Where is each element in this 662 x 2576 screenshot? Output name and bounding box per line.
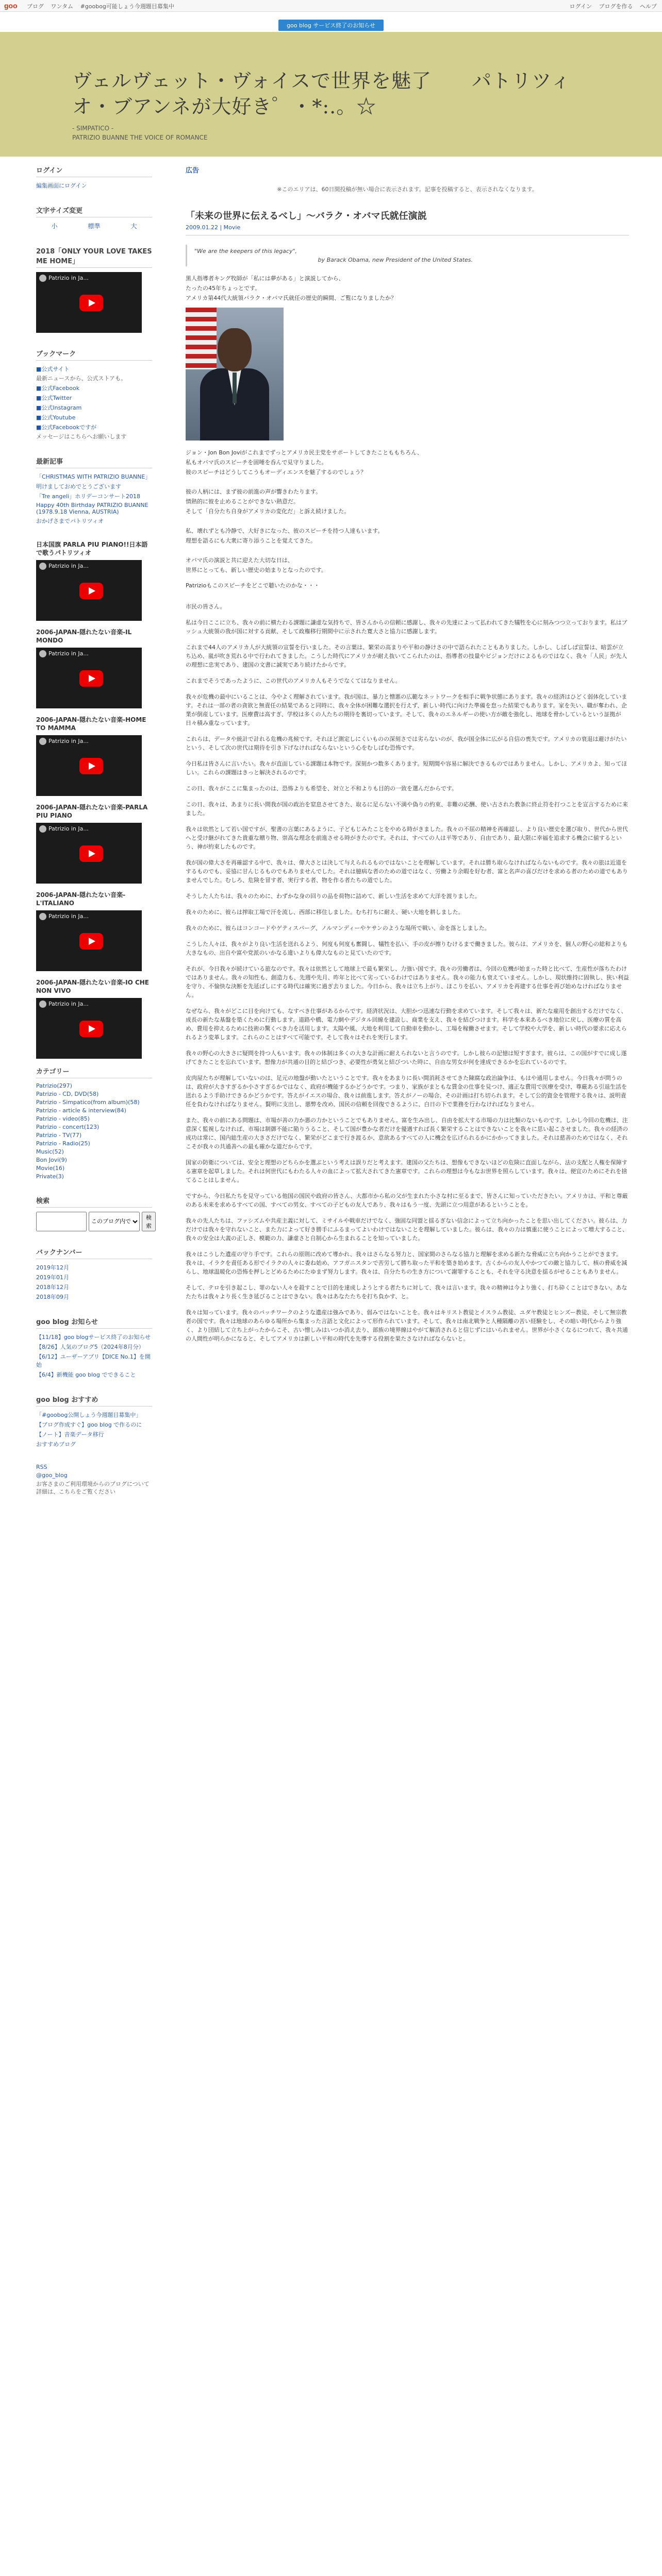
intro-line: 黒人指導者キング牧師が「私には夢がある」と演説してから、	[186, 275, 344, 282]
bookmark-block	[36, 348, 152, 440]
tie-graphic	[233, 372, 237, 403]
goo-logo[interactable]: goo	[4, 2, 18, 10]
category-link[interactable]: Patrizio - CD, DVD(58)	[36, 1091, 99, 1097]
search-heading: 検索	[36, 1195, 152, 1208]
goo-notice-block	[36, 1316, 152, 1379]
goo-service-link[interactable]: 「#goobog公開しょう今週題目募集中」	[36, 1412, 142, 1418]
top-right-links	[565, 2, 657, 10]
recent-post-link[interactable]: 「CHRISTMAS WITH PATRIZIO BUANNE」	[36, 473, 151, 480]
backnumber-link[interactable]: 2019年12月	[36, 1264, 69, 1271]
goo-notice-link[interactable]: 【11/18】goo blogサービス終了のお知らせ	[36, 1334, 151, 1341]
login-heading: ログイン	[36, 165, 152, 177]
fontsize-normal[interactable]: 標準	[88, 223, 101, 230]
patrizio-comment: Patrizioもこのスピーチをどこで聴いたのかな・・・	[186, 582, 320, 589]
rss-block	[36, 1464, 152, 1496]
goo-service-heading: goo blog おすすめ	[36, 1394, 152, 1406]
goo-service-link[interactable]: おすすめブログ	[36, 1441, 76, 1448]
video-label: 2006-JAPAN-隠れたない音楽-L'ITALIANO	[36, 891, 126, 907]
channel-avatar-icon	[39, 650, 46, 657]
speech-paragraph: この日、我々は、あまりに長い間我が国の政治を窒息させてきた、取るに足らない不満や偽りの約束、非難の応酬、使い古された教条に終止符を打つことを宣言するために来ました。	[186, 801, 628, 817]
video-list	[36, 540, 152, 1059]
category-link[interactable]: Patrizio(297)	[36, 1082, 72, 1089]
video-player[interactable]	[36, 648, 142, 708]
speech-paragraph: 我々の先人たちは、ファシズムや共産主義に対して、ミサイルや戦車だけでなく、強固な同盟と揺るぎない信念によって立ち向かったことを思い出してください。彼らは、力だけでは我々を守れないこと、また力によって好き勝手にふるまってよいわけではないことを理解していました。彼らは、我々の力は慎重に使うことによって増大すること、我々の安全は大義の正しさ、模範の力、謙虚さと自制心から生まれることを知っていました。	[186, 1217, 628, 1242]
goo-notice-link[interactable]: 【6/12】ユーザーアプリ【DICE No.1】を開始	[36, 1353, 151, 1368]
backnumber-link[interactable]: 2018年12月	[36, 1284, 69, 1291]
goo-top-bar	[0, 0, 662, 12]
obama-photo	[186, 308, 284, 440]
recent-post-link[interactable]: おかげさまでパトリツィオ	[36, 518, 104, 524]
feature-video-title: Patrizio in Ja...	[48, 275, 89, 281]
channel-avatar-icon	[39, 1001, 46, 1008]
sidebar	[36, 165, 152, 1511]
video-label: 日本国旗 PARLA PIU PIANO!!日本語で歌うパトリツィオ	[36, 541, 148, 556]
flag-graphic	[186, 308, 217, 369]
play-icon[interactable]	[79, 933, 103, 950]
quote-text: "We are the keepers of this legacy",	[194, 248, 297, 255]
play-icon[interactable]	[79, 1021, 103, 1037]
category-block	[36, 1066, 152, 1180]
bookmark-desc: メッセージはこちらへお願いします	[36, 433, 127, 440]
search-button[interactable]: 検索	[142, 1212, 156, 1231]
video-player[interactable]	[36, 560, 142, 621]
video-player[interactable]	[36, 998, 142, 1059]
speech-paragraph: 私は今日ここに立ち、我々の前に横たわる課題に謙虚な気持ちで、皆さんからの信頼に感謝し、我々の先達によって払われてきた犠牲を心に刻みつつ立っております。私はブッシュ大統領の我が国に対する貢献、そして政権移行期間中に示された寛大さと協力に感謝します。	[186, 619, 627, 635]
speech-paragraph: 我々の野心の大きさに疑問を持つ人もいます。我々の体制は多くの大きな計画に耐えられないと言うのです。しかし彼らの記憶は短すぎます。彼らは、この国がすでに成し遂げてきたことを忘れています。想像力が共通の目的と結びつき、必要性が勇気と結びついた時に、自由な男女が何を達成できるかを忘れているのです。	[186, 1050, 627, 1065]
channel-avatar-icon	[39, 825, 46, 833]
speech-paragraph: 皮肉屋たちが理解していないのは、足元の地盤が動いたということです。我々をあまりに長い間消耗させてきた陳腐な政治論争は、もはや通用しません。今日我々が問うのは、政府が大きすぎるか小さすぎるかではなく、政府が機能するかどうかです。つまり、家族がまともな賃金の仕事を見つけ、適正な費用で医療を受け、尊厳ある引退生活を送れるよう手助けできるかどうかです。答えがイエスの場合、我々は前進します。答えがノーの場合、その計画は打ち切られます。そして公的資金を管理する我々は、説明責任を負わなければなりません。賢明に支出し、悪弊を改め、国民の信頼を回復できるように、白日の下で業務を行わなければなりません。	[186, 1075, 627, 1108]
fontsize-heading: 文字サイズ変更	[36, 205, 152, 217]
recent-post-link[interactable]: 「Tre angeli」ホリデーコンサート2018	[36, 493, 140, 500]
speech-paragraph: 我々が危機の最中にいることは、今やよく理解されています。我が国は、暴力と憎悪の広範なネットワークを相手に戦争状態にあります。我々の経済はひどく弱体化しています。それは一部の者の貪欲と無責任の結果であると同時に、我々全体が困難な選択を行えず、新しい時代に向けた準備を怠った結果でもあります。家を失い、職が奪われ、企業が倒産しています。医療費は高すぎ、学校は多くの人たちの期待を裏切っています。そして、我々のエネルギーの使い方が敵を強化し、地球を脅かしているという証拠が日々積み重なっています。	[186, 693, 627, 726]
speech-paragraph: 我々はこうした遺産の守り手です。これらの原則に改めて導かれ、我々はさらなる努力と、国家間のさらなる協力と理解を求める新たな脅威に立ち向かうことができます。我々は、イラクを責任ある形でイラクの人々に委ね始め、アフガニスタンで苦労して勝ち取った平和を築き始めます。古くからの友人やかつての敵と協力して、核の脅威を減らし、地球温暖化の恐怖を押しとどめるためにたゆまず努力します。我々は、自分たちの生き方について謝罪することも、それを守る決意を揺るがせることもありません。	[186, 1251, 627, 1275]
speech-paragraph: これまでそうであったように、この世代のアメリカ人もそうでなくてはなりません。	[186, 677, 401, 684]
bookmark-youtube[interactable]: ■公式Youtube	[36, 414, 76, 421]
speech-paragraph: 国家の防衛については、安全と理想のどちらかを選ぶという考えは誤りだと考えます。建国の父たちは、想像もできないほどの危険に直面しながら、法の支配と人権を保障する憲章を起草しました。それは何世代にもわたる人々の血によって拡大されてきた憲章です。これらの理想は今もなお世界を照らしています。我々は、便宜のためにそれを捨てることはしません。	[186, 1159, 627, 1183]
channel-avatar-icon	[39, 913, 46, 920]
video-title: Patrizio in Ja...	[48, 913, 89, 920]
speech-paragraph: それが、今日我々が続けている旅なのです。我々は依然として地球上で最も繁栄し、力強い国です。我々の労働者は、今回の危機が始まった時と比べて、生産性が落ちたわけではありません。我々の知性も、創造力も、先週や先月、昨年と比べて劣っているわけではありません。我々の能力も衰えていません。しかし、現状維持に固執し、狭い利益を守り、不愉快な決断を先延ばしにする時代は確実に過ぎ去りました。今日から、我々は立ち上がり、ほこりを払い、アメリカを再建する仕事を再び始めなければなりません。	[186, 965, 629, 998]
video-label: 2006-JAPAN-隠れたない音楽-IL MONDO	[36, 629, 132, 644]
video-title: Patrizio in Ja...	[48, 650, 89, 657]
channel-avatar-icon	[39, 563, 46, 570]
goo-service-link[interactable]: 【ノート】音楽データ移行	[36, 1431, 104, 1438]
para-line: ジョン・Jon Bon Joviがこれまでずっとアメリカ民主党をサポートしてきたことももちろん、	[186, 449, 423, 456]
para-line: 理想を語るにも大衆に寄り添うことを覚えてきた。	[186, 537, 316, 544]
post-meta[interactable]: 2009.01.22 | Movie	[186, 224, 629, 235]
category-link[interactable]: Music(52)	[36, 1148, 64, 1155]
fontsize-large[interactable]: 大	[130, 223, 137, 230]
video-player[interactable]	[36, 910, 142, 971]
video-title: Patrizio in Ja...	[48, 1001, 89, 1007]
category-link[interactable]: Patrizio - Simpatico(from album)(58)	[36, 1099, 140, 1106]
intro-line: アメリカ第44代大統領バラク・オバマ氏就任の歴史的瞬間、ご覧になりましたか？	[186, 295, 397, 301]
blog-header	[0, 32, 662, 157]
goo-notice-heading: goo blog お知らせ	[36, 1316, 152, 1329]
bookmark-twitter[interactable]: ■公式Twitter	[36, 395, 72, 401]
play-icon[interactable]	[79, 758, 103, 774]
category-link[interactable]: Patrizio - video(85)	[36, 1115, 90, 1122]
speech-paragraph: そして、テロを引き起こし、罪のない人々を殺すことで目的を達成しようとする者たちに対して、我々は言います。我々の精神は今より強く、打ち砕くことはできない。あなたたちは我々より長く生き延びることはできない。我々はあなたたちを打ち負かす、と。	[186, 1284, 627, 1300]
speech-paragraph: これまで44人のアメリカ人が大統領の宣誓を行いました。その言葉は、繁栄の高まりや平和の静けさの中で語られたこともありました。しかし、しばしば宣誓は、暗雲が立ち込め、嵐が吹き荒れる中で行われてきました。こうした時代にアメリカが耐え抜いてこられたのは、指導者の技量やビジョンだけによるものではなく、我々「人民」が先人の理想に忠実であり、建国の文書に誠実であり続けたからです。	[186, 644, 627, 668]
speech-paragraph: 我々のために、彼らは搾取工場で汗を流し、西部に移住しました。むち打ちに耐え、硬い大地を耕しました。	[186, 909, 464, 916]
top-link-campaign[interactable]: #goobog可能しょう今週題目募集中	[80, 3, 174, 10]
goo-service-block	[36, 1394, 152, 1448]
bookmark-facebook[interactable]: ■公式Facebook	[36, 385, 80, 392]
backnumber-block	[36, 1247, 152, 1301]
category-link[interactable]: Patrizio - concert(123)	[36, 1124, 100, 1130]
feature-video-block	[36, 246, 152, 333]
create-blog-link[interactable]: ブログを作る	[599, 3, 633, 10]
video-label: 2006-JAPAN-隠れたない音楽-PARLA PIU PIANO	[36, 804, 148, 819]
category-link[interactable]: Patrizio - article & interview(84)	[36, 1107, 126, 1114]
backnumber-heading: バックナンバー	[36, 1247, 152, 1259]
post-intro	[186, 275, 629, 302]
category-link[interactable]: Patrizio - Radio(25)	[36, 1140, 90, 1147]
speech-paragraph: 我々のために、彼らはコンコードやゲティスバーグ、ノルマンディーやケサンのような場所で戦い、命を落としました。	[186, 925, 490, 931]
fontsize-small[interactable]: 小	[51, 223, 58, 230]
recent-post-link[interactable]: Happy 40th Birthday PATRIZIO BUANNE (1978.9.18 Vienna, AUSTRIA)	[36, 502, 148, 515]
para-line: オバマ氏の演説と共に迎えた大切な日は、	[186, 557, 293, 564]
recent-post-link[interactable]: 明けましておめでとうございます	[36, 483, 121, 490]
backnumber-link[interactable]: 2019年01月	[36, 1274, 69, 1281]
login-link[interactable]: ログイン	[569, 3, 592, 10]
para-line: 彼の人柄には、まず彼の前進の声が響きわたります。	[186, 488, 322, 495]
recent-heading: 最新記事	[36, 456, 152, 468]
top-link-wantam[interactable]: ワンタム	[51, 3, 74, 10]
bookmark-facebook-message[interactable]: ■公式Facebookですが	[36, 424, 97, 431]
para-line: 世界にとっても、新しい歴史の始まりとなったのです。	[186, 567, 327, 573]
category-heading: カテゴリー	[36, 1066, 152, 1078]
speech-paragraph: なぜなら、我々がどこに目を向けても、なすべき仕事があるからです。経済状況は、大胆かつ迅速な行動を求めています。そして我々は、新たな雇用を創出するだけでなく、成長の新たな基盤を築くために行動します。道路や橋、電力網やデジタル回線を建設し、商業を支え、我々を結びつけます。科学を本来あるべき地位に戻し、医療の質を高め、費用を抑えるために技術の驚くべき力を活用します。太陽や風、大地を利用して自動車を動かし、工場を稼働させます。そして学校や大学を、新しい時代の要求に応えられるよう変革します。これらのことはすべて可能です。そして我々はそれを実行します。	[186, 1008, 627, 1041]
bookmark-heading: ブックマーク	[36, 348, 152, 361]
fontsize-block	[36, 205, 152, 230]
speech-paragraph: そうした人たちは、我々のために、わずかな身の回りの品を荷物に詰めて、新しい生活を求めて大洋を渡りました。	[186, 893, 481, 900]
para-line	[186, 547, 629, 555]
head-graphic	[218, 328, 252, 371]
speech-paragraph: また、我々の前にある問題は、市場が善の力か悪の力かということでもありません。富を生み出し、自由を拡大する市場の力は比類のないものです。しかし今回の危機は、注意深く監視しなければ、市場は制御不能に陥りうること、そして国が豊かな者だけを優遇すれば長く繁栄することはできないことを我々に思い起こさせました。我々の経済の成功は常に、国内総生産の大きさだけでなく、繁栄がどこまで行き渡るか、意欲あるすべての人に機会を広げられるかにかかってきました。それは慈善のためではなく、それこそが我々の共通善への最も確かな道だからです。	[186, 1117, 628, 1150]
para-line	[186, 478, 629, 486]
para-line: そして「自分たち自身がアメリカの変化だ」と訴え続けました。	[186, 508, 350, 515]
play-icon[interactable]	[79, 295, 103, 311]
video-label: 2006-JAPAN-隠れたない音楽-IO CHE NON VIVO	[36, 979, 150, 994]
service-end-notice-link[interactable]: goo blog サービス終了のお知らせ	[278, 20, 384, 31]
post-para-a	[186, 449, 629, 574]
intro-line: たったの45年ちょっとです。	[186, 285, 261, 292]
goo-notice-link[interactable]: 【6/4】新機能 goo blog でできること	[36, 1371, 136, 1378]
footer-note: お客さまのご利用環境からのブログについて詳細は、こちらをご覧ください	[36, 1481, 150, 1495]
post-title[interactable]: 「未来の世界に伝えるべし」～バラク・オバマ氏就任演説	[186, 211, 427, 222]
video-player[interactable]	[36, 823, 142, 884]
speech-paragraph: 今日私は皆さんに言いたい。我々が直面している課題は本物です。深刻かつ数多くあります。短期間や容易に解決できるものではありません。しかし、アメリカよ、知ってほしい。これらの課題はきっと解決されるのです。	[186, 760, 627, 776]
speech-body	[186, 618, 629, 1343]
para-line: 私、壊れずとも冷静で、大好きになった、彼のスピーチを持つ人達もいます。	[186, 528, 384, 534]
bookmark-official-site[interactable]: ■公式サイト	[36, 366, 70, 372]
post-quote	[186, 245, 480, 266]
recent-posts-block	[36, 456, 152, 525]
speech-paragraph: 我々は知っています。我々のパッチワークのような遺産は強みであり、弱みではないことを。我々はキリスト教徒とイスラム教徒、ユダヤ教徒とヒンズー教徒、そして無宗教者の国です。我々は地球のあらゆる場所から集まった言語と文化によって形作られています。そして、我々は南北戦争と人種隔離の苦い経験をし、その暗い時代からより強く、より団結して立ち上がったからこそ、古い憎しみはいつか消え去り、部族の境界線はやがて解消されると信じずにはいられません。世界が小さくなるにつれて、我々共通の人間性が明らかになると、そしてアメリカは新しい平和の時代を先導する役割を果たさなければならないと。	[186, 1309, 628, 1342]
ad-label: 広告	[186, 167, 200, 175]
goo-service-link[interactable]: 【ブログ作成すぐ】goo blog で作るのに	[36, 1421, 142, 1428]
category-link[interactable]: Movie(16)	[36, 1165, 65, 1172]
blog-description: PATRIZIO BUANNE THE VOICE OF ROMANCE	[72, 134, 208, 141]
speech-paragraph: 我々は依然として若い国ですが、聖書の言葉にあるように、子どもじみたことをやめる時がきました。我々の不屈の精神を再確認し、より良い歴史を選び取り、世代から世代へと受け継がれてきた貴重な贈り物、崇高な理念を前進させる時がきたのです。それは、すべての人は平等であり、自由であり、最大限に幸福を追求する機会に値するという、神が約束したものです。	[186, 826, 628, 850]
blog-title[interactable]: ヴェルヴェット・ヴォイスで世界を魅了 パトリツィオ・ブアンネが大好き゜・*:.。☆	[72, 70, 571, 118]
para-line	[186, 517, 629, 526]
bookmark-desc: 最新ニュースから、公式ストアも。	[36, 375, 127, 382]
category-link[interactable]: Patrizio - TV(77)	[36, 1132, 82, 1139]
video-title: Patrizio in Ja...	[48, 563, 89, 569]
video-player[interactable]	[36, 735, 142, 796]
video-title: Patrizio in Ja...	[48, 738, 89, 744]
para-line: 私もオバマ氏のスピーチを固唾を呑んで見守りました。	[186, 459, 327, 466]
speech-paragraph: 我が国の偉大さを再確認する中で、我々は、偉大さとは決して与えられるものではないことを理解しています。それは勝ち取らなければならないものです。我々の旅は近道をするものでも、妥協に甘んじるものでもありませんでした。それは臆病な者のための道ではなく、労働より余暇を好む者、富と名声の喜びだけを求める者のための道でもありませんでした。むしろ、危険を冒す者、実行する者、物を作る者たちの道でした。	[186, 859, 628, 884]
goo-notice-link[interactable]: 【8/26】人気のブログ5（2024年8月分）	[36, 1344, 144, 1350]
search-scope-select[interactable]	[89, 1212, 140, 1231]
speech-paragraph: こうした人々は、我々がより良い生活を送れるよう、何度も何度も奮闘し、犠牲を払い、手の皮が擦りむけるまで働きました。彼らは、アメリカを、個人の野心の総和よりも大きなもの、出自や富や党派のいかなる違いよりも偉大なものと見ていたのです。	[186, 941, 628, 956]
backnumber-link[interactable]: 2018年09月	[36, 1294, 69, 1300]
category-link[interactable]: Private(3)	[36, 1173, 64, 1180]
top-links	[27, 2, 179, 10]
channel-avatar-icon	[39, 275, 46, 282]
feature-heading: 2018「ONLY YOUR LOVE TAKES ME HOME」	[36, 246, 152, 268]
bookmark-instagram[interactable]: ■公式Instagram	[36, 404, 82, 411]
speech-paragraph: この日、我々がここに集まったのは、恐怖よりも希望を、対立と不和よりも目的の一致を選んだからです。	[186, 785, 458, 792]
speech-opening: 市民の皆さん。	[186, 603, 226, 610]
speech-paragraph: ですから、今日私たちを見守っている他国の国民や政府の皆さん、大都市から私の父が生まれた小さな村に至るまで、皆さんに知っていただきたい。アメリカは、平和と尊厳のある未来を求めるすべての国、すべての男女、すべての子どもの友人であり、我々はもう一度、先頭に立つ用意があるということを。	[186, 1193, 628, 1208]
play-icon[interactable]	[79, 845, 103, 862]
help-link[interactable]: ヘルプ	[640, 3, 657, 10]
para-line: 情熱的に彼を止めることができない熱意だ。	[186, 498, 299, 505]
play-icon[interactable]	[79, 583, 103, 599]
play-icon[interactable]	[79, 670, 103, 687]
login-block	[36, 165, 152, 190]
top-link-blog[interactable]: ブログ	[27, 3, 44, 10]
video-title: Patrizio in Ja...	[48, 825, 89, 832]
quote-author: by Barack Obama, new President of the United States.	[318, 257, 473, 263]
twitter-link[interactable]: @goo_blog	[36, 1472, 68, 1479]
video-label: 2006-JAPAN-隠れたない音楽-HOME TO MAMMA	[36, 716, 146, 732]
speech-paragraph: これらは、データや統計で計れる危機の兆候です。それほど測定しにくいものの深刻さでは劣らないのが、我が国全体に広がる自信の喪失です。アメリカの衰退は避けがたいという、そして次の世代は期待を引き下げなければならないという心をむしばむ恐怖です。	[186, 736, 627, 751]
rss-link[interactable]: RSS	[36, 1464, 47, 1470]
category-link[interactable]: Bon Jovi(9)	[36, 1157, 67, 1163]
search-block	[36, 1195, 152, 1231]
blog-subtitle: - SIMPATICO -	[72, 125, 114, 132]
search-input[interactable]	[36, 1212, 87, 1231]
service-end-notice	[0, 20, 662, 30]
channel-avatar-icon	[39, 738, 46, 745]
inactivity-notice: ※このエリアは、60日間投稿が無い場合に表示されます。記事を投稿すると、表示されなくなります。	[277, 186, 538, 193]
edit-login-link[interactable]: 編集画面にログイン	[36, 182, 87, 189]
feature-video[interactable]	[36, 272, 142, 333]
para-line: 彼のスピーチはどうしてこうもオーディエンスを魅了するのでしょう？	[186, 469, 367, 476]
main-content	[186, 165, 629, 1350]
